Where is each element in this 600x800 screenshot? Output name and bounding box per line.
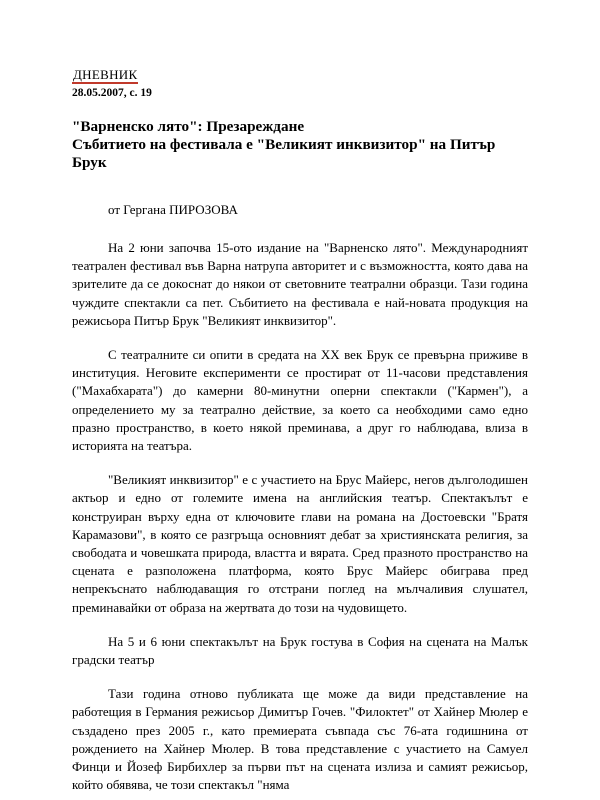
paragraph-2: С театралните си опити в средата на XX век Брук се превърна приживе в институция. Неговите експерименти се простират от 11-часови представления ("Махабхарата") до камерни 80-минутни оперни спектакли ("Кармен"), а определението му за театрално действие, за което са необходими само едно празно пространство, в което някой преминава, а друг го наблюдава, влиза в историята на театъра. xyxy=(72,347,528,454)
headline-line-1: "Варненско лято": Презареждане xyxy=(72,118,305,135)
source-name: ДНЕВНИК xyxy=(73,67,138,82)
author-byline: от Гергана ПИРОЗОВА xyxy=(108,202,238,217)
headline-line-2: Събитието на фестивала е "Великият инквизитор" на Питър Брук xyxy=(72,136,496,171)
paragraph-3: "Великият инквизитор" е с участието на Брус Майерс, негов дълголодишен актьор и едно от големите имена на английския театър. Спектакълът е конструиран върху една от ключовите глави на романа на Достоевски "Братя Карамазови", в която се разгръща основният дебат за християнската религия, за свободата и човешката природа, властта и вярата. Сред празното пространство на сцената е разположена платформа, която Брус Майерс обиграва пред непрекъснато наблюдаващия го отстрани поглед на мълчаливия слушател, преминавайки от образа на жертвата до този на чудовището. xyxy=(72,472,528,615)
paragraph-1: На 2 юни започва 15-ото издание на "Варненско лято". Международният театрален фестивал във Варна натрупа авторитет и с възможността, която дава на зрителите да се докоснат до някои от световните театрални образци. Тази година чуждите спектакли са пет. Събитието на фестивала е най-новата продукция на режисьора Питър Брук "Великият инквизитор". xyxy=(72,240,528,328)
headline xyxy=(72,118,528,172)
dateline: 28.05.2007, с. 19 xyxy=(72,87,152,99)
paragraph-5: Тази година отново публиката ще може да види представление на работещия в Германия режисьор Димитър Гочев. "Филоктет" от Хайнер Мюлер е създадено през 2005 г., като премиерата съвпада със 76-ата годишнина от рождението на Хайнер Мюлер. В това представление с участието на Самуел Финци и Йозеф Бирбихлер за първи път на сцената излиза и самият режисьор, който обявява, че този спектакъл "няма xyxy=(72,686,528,793)
paragraph-4: На 5 и 6 юни спектакълът на Брук гостува в София на сцената на Малък градски театър xyxy=(72,633,528,668)
